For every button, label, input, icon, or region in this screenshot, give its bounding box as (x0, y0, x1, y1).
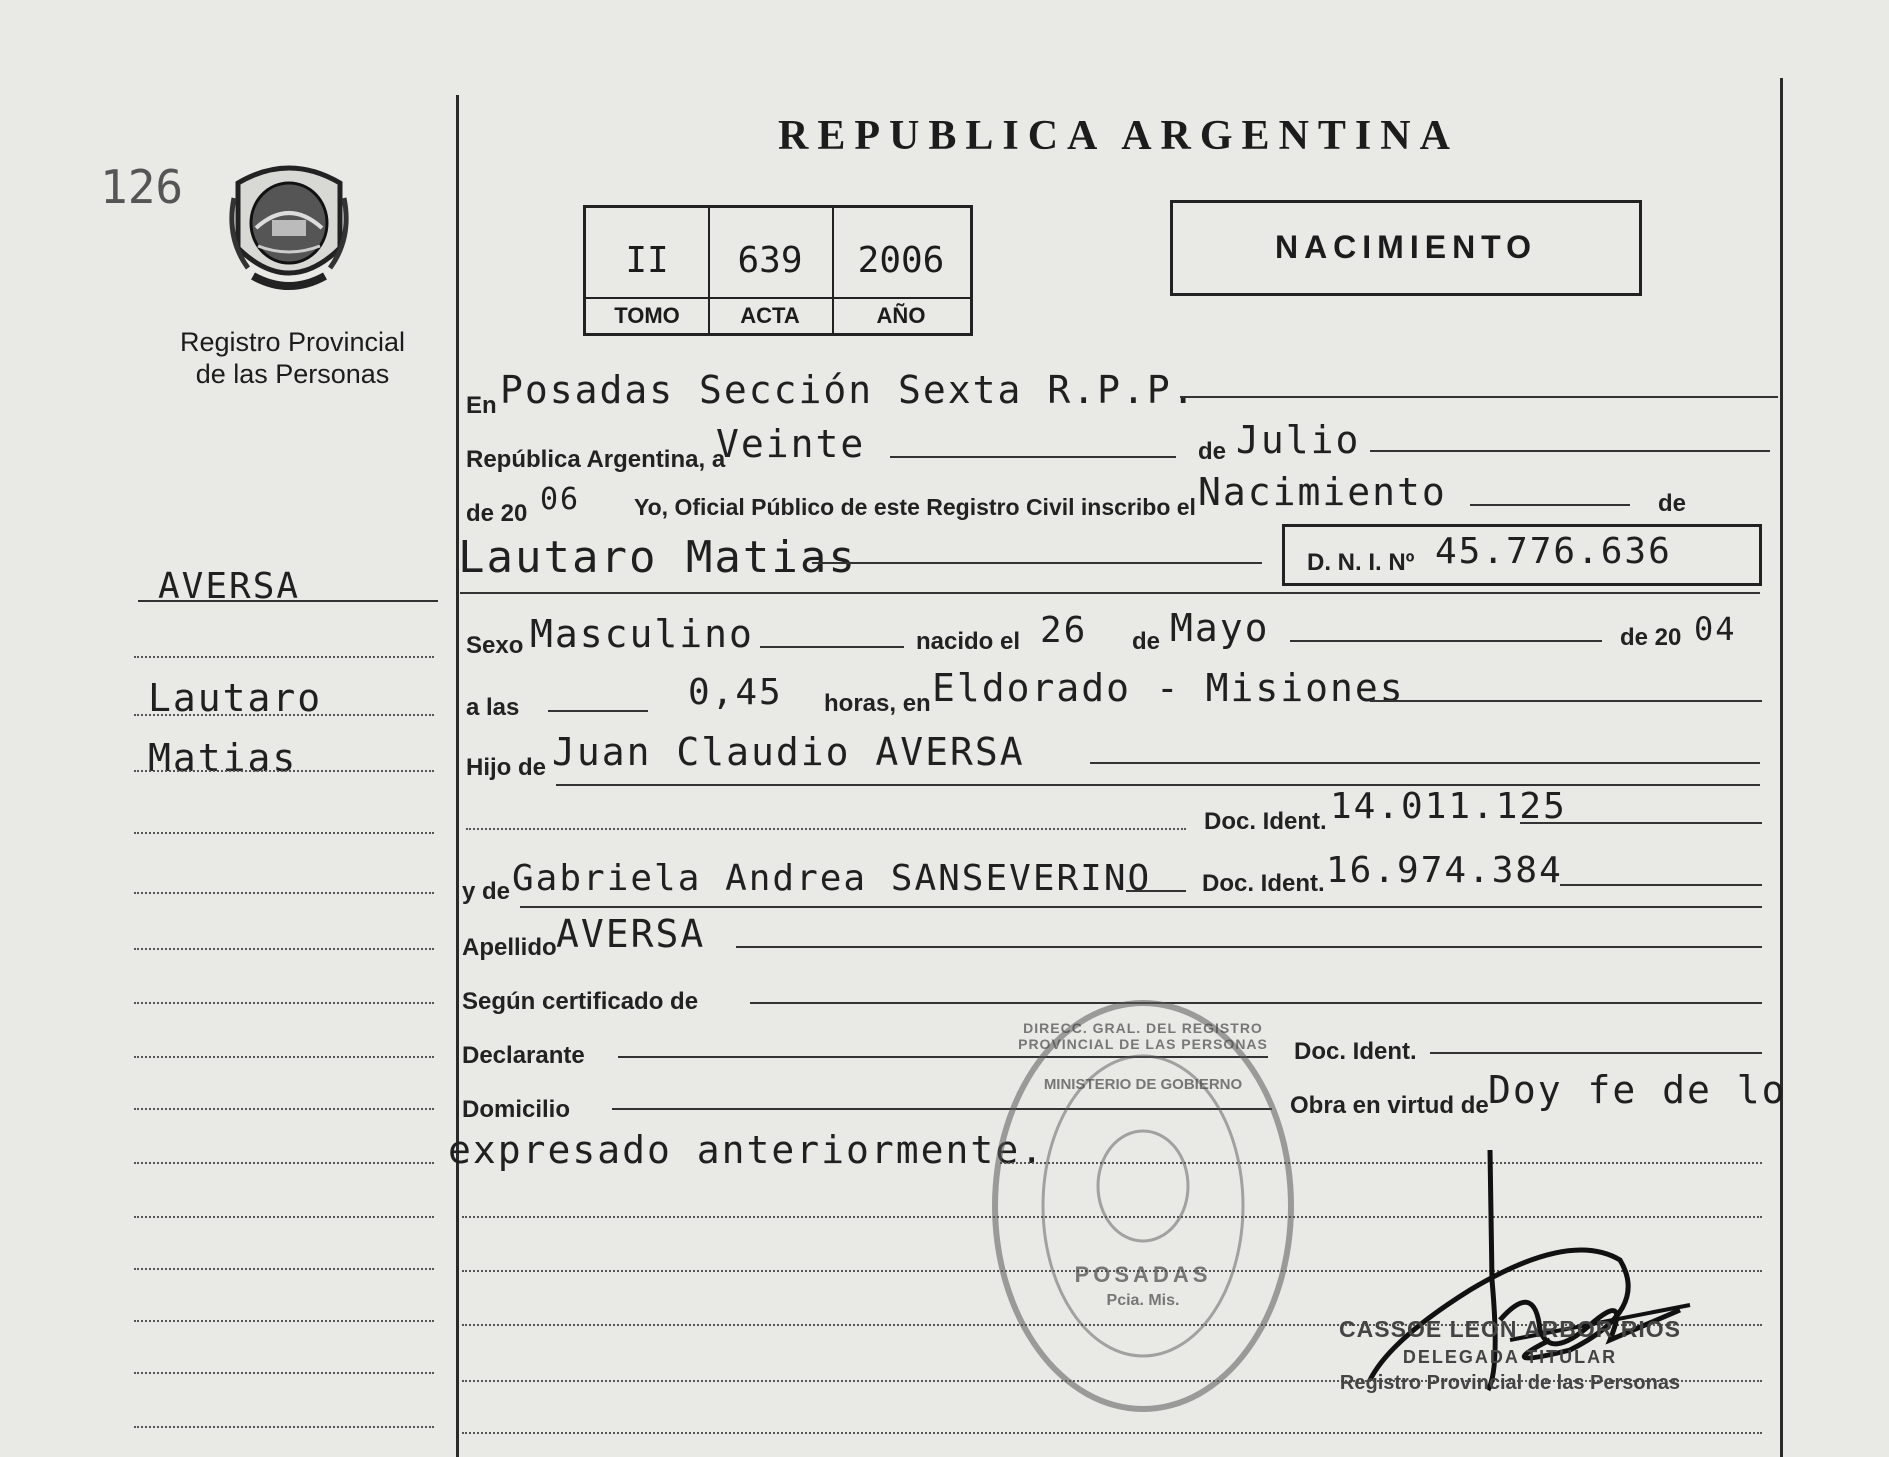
rule (556, 784, 1760, 786)
doc-type-label: NACIMIENTO (1274, 229, 1538, 265)
rule (1126, 890, 1186, 892)
anio-label: AÑO (876, 303, 926, 328)
margin-surname: AVERSA (158, 566, 301, 607)
margin-line (134, 892, 434, 894)
rule (1370, 450, 1770, 452)
father-value: Juan Claudio AVERSA (552, 730, 1025, 774)
sexo-value: Masculino (530, 612, 754, 656)
de-label: de (1198, 438, 1227, 465)
doc-ident-label: Doc. Ident. (1204, 808, 1327, 835)
place-value: Eldorado - Misiones (932, 666, 1405, 710)
hijo-label: Hijo de (466, 754, 547, 781)
rule (1180, 396, 1778, 398)
obra-value: Doy fe de lo (1488, 1068, 1787, 1112)
doc-ident-label3: Doc. Ident. (1294, 1038, 1417, 1065)
office-name (150, 326, 435, 390)
dni-value: 45.776.636 (1435, 531, 1672, 572)
declarante-label: Declarante (462, 1042, 585, 1069)
provincial-seal-icon (228, 158, 350, 298)
de2-label: de (1658, 490, 1687, 517)
en-label: En (466, 392, 497, 419)
mother-value: Gabriela Andrea SANSEVERINO (512, 858, 1152, 899)
rule (460, 592, 1760, 594)
birth-year-value: 04 (1694, 610, 1737, 648)
margin-line (134, 1372, 434, 1374)
office-line2: de las Personas (195, 359, 390, 389)
signer-name: CASSOE LEON ARBOR RIOS (1339, 1316, 1681, 1342)
acta-label: ACTA (740, 303, 800, 328)
page-number: 126 (100, 160, 184, 214)
margin-surname-line (138, 600, 438, 602)
margin-line (134, 1426, 434, 1428)
signer-role: DELEGADA TITULAR (1402, 1347, 1618, 1367)
rule (1430, 1052, 1762, 1054)
rule (760, 646, 904, 648)
margin-line (134, 1108, 434, 1110)
hora-value: 0,45 (688, 672, 783, 713)
page-right-border (1780, 78, 1783, 1457)
tomo-label: TOMO (614, 303, 680, 328)
tomo-value: II (625, 240, 669, 281)
margin-line (134, 770, 434, 772)
de3-label: de (1132, 628, 1161, 655)
day-value: Veinte (716, 422, 866, 466)
stamp-inner-text: MINISTERIO DE GOBIERNO (1043, 1076, 1243, 1093)
doc-type-box (1170, 200, 1642, 296)
sexo-label: Sexo (466, 632, 524, 659)
birth-month: Mayo (1170, 606, 1270, 650)
rule (1290, 640, 1602, 642)
month-value: Julio (1236, 418, 1361, 462)
margin-line (134, 656, 434, 658)
official-stamp (992, 1000, 1294, 1412)
birth-year-label: de 20 (1620, 624, 1682, 651)
acta-cell (708, 208, 834, 333)
year-value: 06 (540, 482, 581, 517)
acta-value: 639 (737, 240, 803, 281)
act-value: Nacimiento (1198, 470, 1447, 514)
anio-value: 2006 (857, 240, 945, 281)
apellido-label: Apellido (462, 934, 557, 961)
rule (812, 562, 1262, 564)
rule (1470, 504, 1630, 506)
margin-line (134, 714, 434, 716)
margin-line (134, 1056, 434, 1058)
rule (1520, 822, 1762, 824)
mother-doc: 16.974.384 (1326, 850, 1563, 891)
signer-office: Registro Provincial de las Personas (1339, 1372, 1681, 1394)
anio-cell (832, 208, 970, 333)
margin-line (134, 1216, 434, 1218)
rule (736, 946, 1762, 948)
father-doc: 14.011.125 (1330, 786, 1567, 827)
rule (466, 828, 1186, 830)
rule (1090, 762, 1760, 764)
oficial-label: Yo, Oficial Público de este Registro Civil inscribo el (634, 494, 1196, 520)
margin-divider (456, 95, 459, 1457)
obra-value2: expresado anteriormente. (448, 1128, 1046, 1172)
obra-label: Obra en virtud de (1290, 1092, 1489, 1119)
child-name: Lautaro Matias (458, 532, 857, 583)
country-title: REPUBLICA ARGENTINA (778, 113, 1459, 159)
margin-line (134, 1162, 434, 1164)
dni-label: D. N. I. Nº (1307, 549, 1415, 576)
nacido-label: nacido el (916, 628, 1021, 655)
rule (520, 906, 1762, 908)
stamp-city: POSADAS (1074, 1262, 1212, 1287)
margin-line (134, 1002, 434, 1004)
margin-name2: Matias (148, 736, 298, 780)
rule (462, 1432, 1762, 1434)
rule (1370, 700, 1762, 702)
domicilio-label: Domicilio (462, 1096, 571, 1123)
republica-label: República Argentina, a (466, 446, 726, 473)
en-value: Posadas Sección Sexta R.P.P. (500, 368, 1197, 412)
rule (1560, 884, 1762, 886)
alas-label: a las (466, 694, 520, 721)
apellido-value: AVERSA (556, 912, 706, 956)
rule (750, 1002, 1762, 1004)
birth-day: 26 (1040, 610, 1088, 651)
stamp-ring-text: DIRECC. GRAL. DEL REGISTRO PROVINCIAL DE LAS PERSONAS (1018, 1020, 1268, 1052)
rule (548, 710, 648, 712)
margin-name1: Lautaro (148, 676, 323, 720)
horas-label: horas, en (824, 690, 931, 717)
segun-label: Según certificado de (462, 988, 699, 1015)
doc-ident-label2: Doc. Ident. (1202, 870, 1325, 897)
margin-line (134, 1268, 434, 1270)
stamp-sub: Pcia. Mis. (1106, 1292, 1180, 1309)
margin-line (134, 948, 434, 950)
record-box (583, 205, 973, 336)
office-line1: Registro Provincial (179, 327, 406, 357)
yde-label: y de (462, 878, 511, 905)
signature-block (1320, 1316, 1700, 1395)
margin-line (134, 832, 434, 834)
margin-line (134, 1320, 434, 1322)
rule (890, 456, 1176, 458)
tomo-cell (586, 208, 710, 333)
year-label: de 20 (466, 500, 528, 527)
dni-box (1282, 524, 1762, 586)
